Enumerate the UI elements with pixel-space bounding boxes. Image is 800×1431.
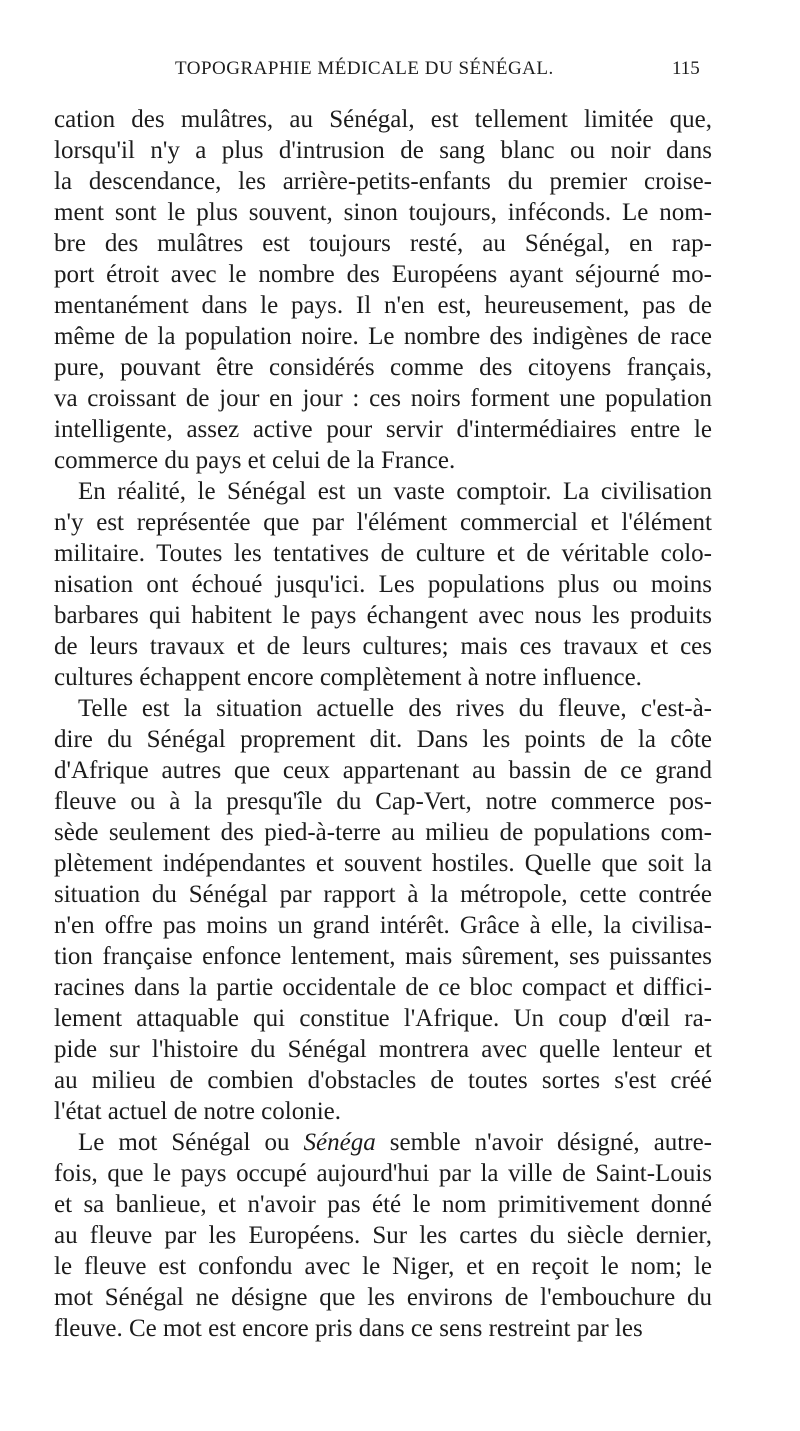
text-line: et sa banlieue, et n'avoir pas été le nom primitivement donné [54,1191,712,1218]
text-line: commerce du pays et celui de la France. [54,447,456,474]
text-line: même de la population noire. Le nombre des indigènes de race [54,323,712,350]
text-line: intelligente, assez active pour servir d'intermédiaires entre le [54,416,712,443]
text-line: dire du Sénégal proprement dit. Dans les points de la côte [54,726,712,753]
text-line: la descendance, les arrière-petits-enfants du premier croise- [54,168,712,195]
text-line: de leurs travaux et de leurs cultures; mais ces travaux et ces [54,633,712,660]
text-line: nisation ont échoué jusqu'ici. Les populations plus ou moins [54,571,712,598]
text-line: au fleuve par les Européens. Sur les cartes du siècle dernier, [54,1222,712,1249]
text-line: militaire. Toutes les tentatives de culture et de véritable colo- [54,540,712,567]
text-line: l'état actuel de notre colonie. [54,1098,342,1125]
text-line: ment sont le plus souvent, sinon toujours, inféconds. Le nom- [54,199,712,226]
text-line: n'en offre pas moins un grand intérêt. Grâce à elle, la civilisa- [54,912,712,939]
page-number: 115 [672,58,700,79]
text-line: va croissant de jour en jour : ces noirs forment une population [54,385,712,412]
text-line: cation des mulâtres, au Sénégal, est tellement limitée que, [54,106,712,133]
text-line: au milieu de combien d'obstacles de toutes sortes s'est créé [54,1067,712,1094]
text-line: n'y est représentée que par l'élément commercial et l'élément [54,509,712,536]
text-line: mentanément dans le pays. Il n'en est, heureusement, pas de [54,292,712,319]
text-line: le fleuve est confondu avec le Niger, et en reçoit le nom; le [54,1253,712,1280]
text-line: lement attaquable qui constitue l'Afrique. Un coup d'œil ra- [54,1005,712,1032]
text-line: fois, que le pays occupé aujourd'hui par la ville de Saint-Louis [54,1160,712,1187]
text-line: fleuve. Ce mot est encore pris dans ce sens restreint par les [54,1315,643,1342]
text-line: plètement indépendantes et souvent hostiles. Quelle que soit la [54,850,712,877]
text-line: port étroit avec le nombre des Européens ayant séjourné mo- [54,261,712,288]
text-line: sède seulement des pied-à-terre au milieu de populations com- [54,819,712,846]
text-line: fleuve ou à la presqu'île du Cap-Vert, notre commerce pos- [54,788,712,815]
text-line: bre des mulâtres est toujours resté, au Sénégal, en rap- [54,230,712,257]
text-line: situation du Sénégal par rapport à la métropole, cette contrée [54,881,712,908]
text-line: barbares qui habitent le pays échangent avec nous les produits [54,602,712,629]
text-line: Telle est la situation actuelle des rives du fleuve, c'est-à- [78,695,712,722]
running-title: TOPOGRAPHIE MÉDICALE DU SÉNÉGAL. [175,58,554,79]
text-line: En réalité, le Sénégal est un vaste comptoir. La civilisation [78,478,712,505]
text-line: racines dans la partie occidentale de ce bloc compact et diffici- [54,974,712,1001]
text-line: d'Afrique autres que ceux appartenant au bassin de ce grand [54,757,712,784]
text-line: pure, pouvant être considérés comme des citoyens français, [54,354,712,381]
text-line: lorsqu'il n'y a plus d'intrusion de sang blanc ou noir dans [54,137,712,164]
text-line: Le mot Sénégal ou Sénéga semble n'avoir désigné, autre- [78,1129,712,1156]
text-line: tion française enfonce lentement, mais sûrement, ses puissantes [54,943,712,970]
text-line: mot Sénégal ne désigne que les environs de l'embouchure du [54,1284,712,1311]
page-header [0,58,800,88]
text-line: cultures échappent encore complètement à notre influence. [54,664,642,691]
text-line: pide sur l'histoire du Sénégal montrera avec quelle lenteur et [54,1036,712,1063]
